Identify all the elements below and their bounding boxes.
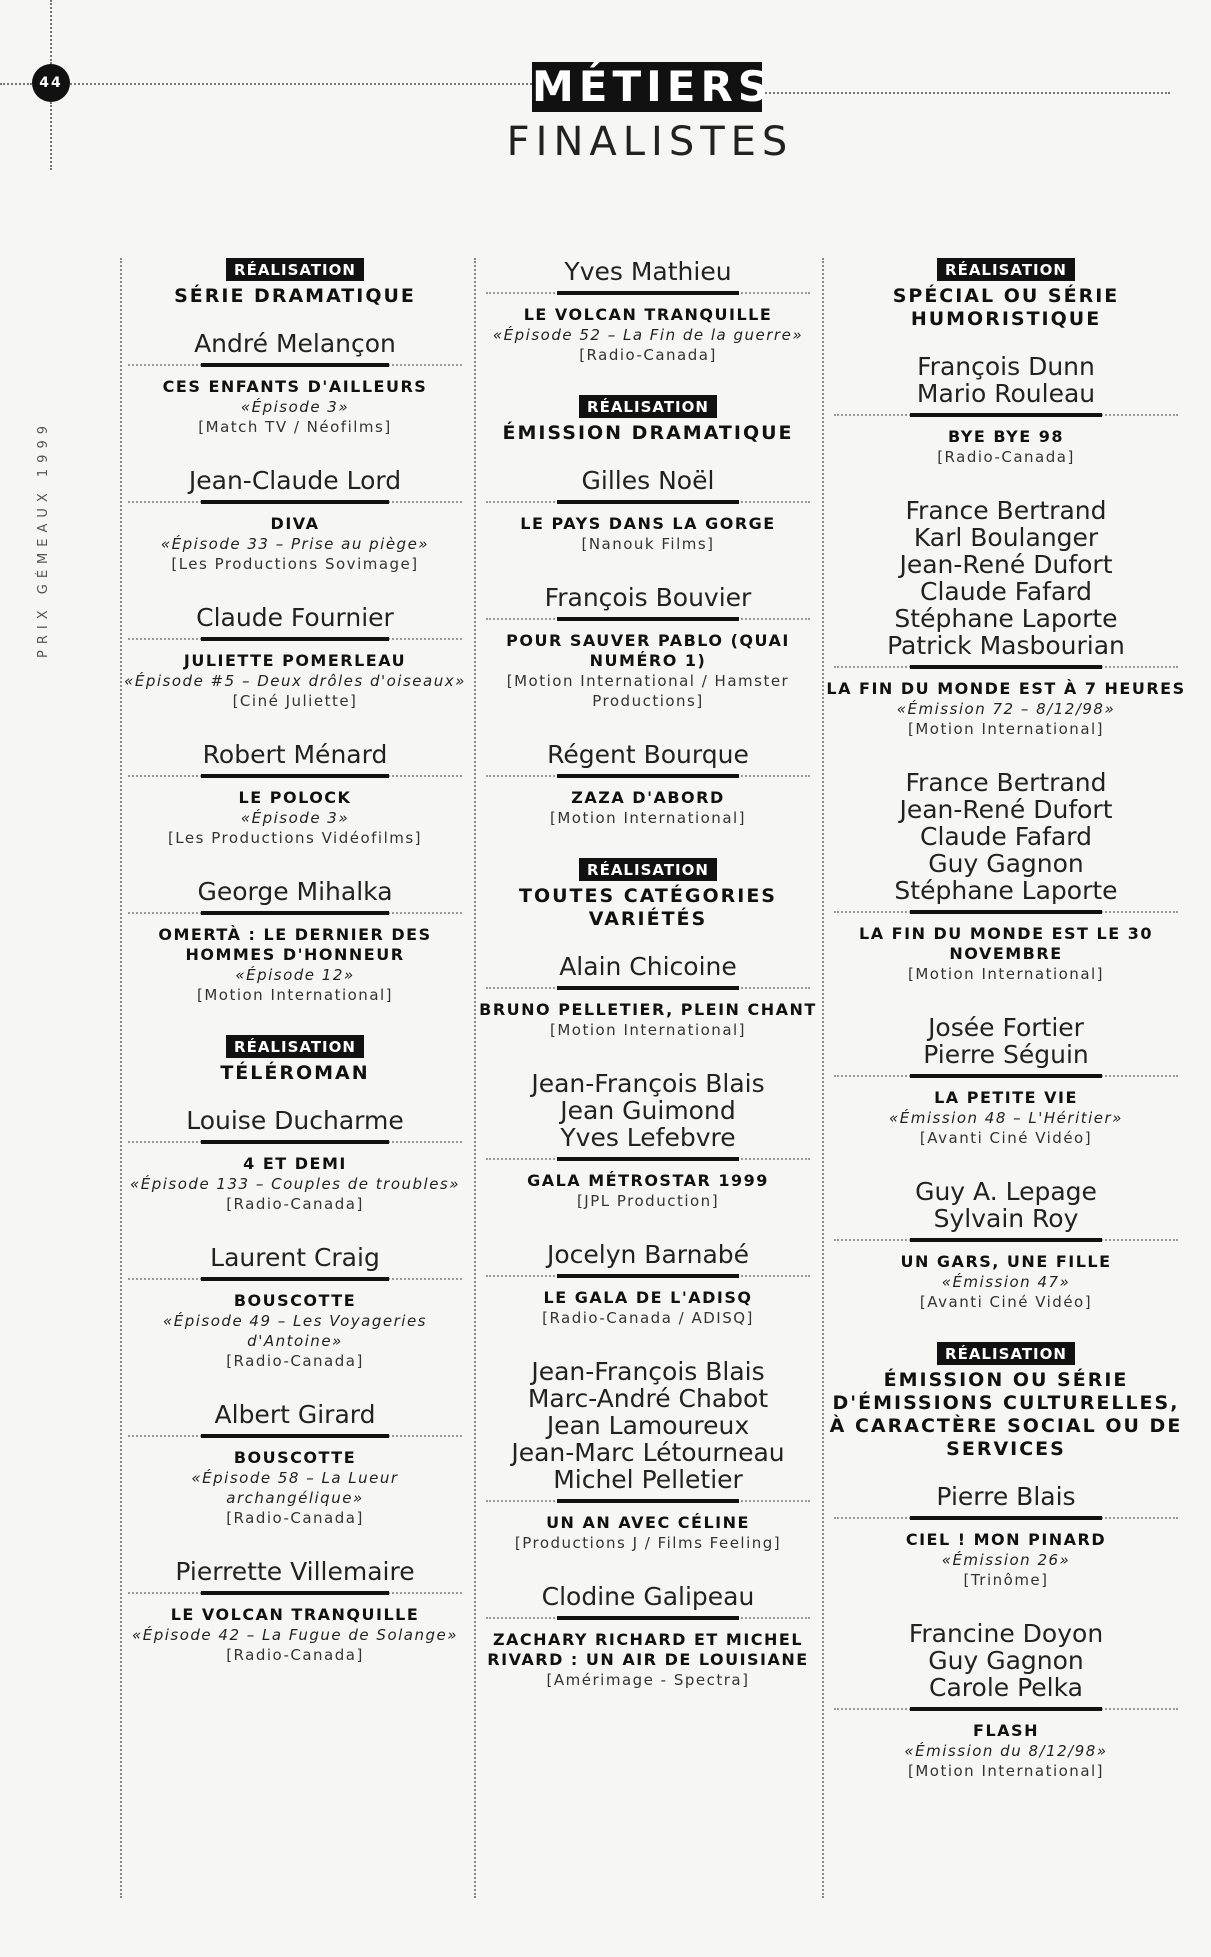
producer: [Radio-Canada] xyxy=(226,1509,364,1527)
show-title: LE VOLCAN TRANQUILLE xyxy=(170,1605,420,1624)
entry-divider xyxy=(128,774,462,778)
episode-title: «Émission 48 – L'Héritier» xyxy=(889,1109,1123,1127)
entry-divider xyxy=(128,363,462,367)
producer: [Motion International] xyxy=(549,1021,747,1039)
finalist-entry xyxy=(120,878,470,1005)
entry-divider xyxy=(834,665,1178,669)
finalist-names: Robert Ménard xyxy=(202,740,388,769)
finalist-entry xyxy=(120,741,470,848)
show-title: LE POLOCK xyxy=(238,788,352,807)
entry-divider xyxy=(128,911,462,915)
finalist-entry xyxy=(120,604,470,711)
finalist-entry xyxy=(826,769,1186,984)
entry-divider xyxy=(834,910,1178,914)
finalist-names: Jean-François Blais Jean Guimond Yves Lefebvre xyxy=(531,1069,765,1152)
dotted-rule-left xyxy=(0,83,32,85)
producer: [Motion International] xyxy=(549,809,747,827)
show-title: LA FIN DU MONDE EST À 7 HEURES xyxy=(826,679,1186,698)
producer: [Les Productions Sovimage] xyxy=(171,555,419,573)
producer: [Avanti Ciné Vidéo] xyxy=(919,1293,1093,1311)
producer: [Trinôme] xyxy=(963,1571,1049,1589)
page-number: 44 xyxy=(32,64,70,102)
category-title: ÉMISSION OU SÉRIE D'ÉMISSIONS CULTURELLES, À CARACTÈRE SOCIAL OU DE SERVICES xyxy=(829,1369,1183,1460)
show-title: GALA MÉTROSTAR 1999 xyxy=(527,1171,769,1190)
finalist-entry xyxy=(826,1620,1186,1781)
finalist-entry xyxy=(826,1483,1186,1590)
episode-title: «Épisode 133 – Couples de troubles» xyxy=(130,1175,460,1193)
entry-divider xyxy=(128,637,462,641)
finalist-entry xyxy=(478,584,818,711)
entry-divider xyxy=(486,500,810,504)
entry-divider xyxy=(128,1277,462,1281)
producer: [Motion International] xyxy=(907,1762,1105,1780)
episode-title: «Émission du 8/12/98» xyxy=(904,1742,1108,1760)
finalist-names: François Dunn Mario Rouleau xyxy=(916,352,1096,408)
page-title: MÉTIERS xyxy=(532,62,774,111)
category-badge: RÉALISATION xyxy=(226,1035,364,1058)
episode-title: «Épisode 42 – La Fugue de Solange» xyxy=(131,1626,459,1644)
column-separator xyxy=(822,258,824,1898)
side-running-title: PRIX GÉMEAUX 1999 xyxy=(36,420,51,658)
entry-divider xyxy=(834,1516,1178,1520)
producer: [Radio-Canada] xyxy=(226,1352,364,1370)
finalist-names: Yves Mathieu xyxy=(564,257,732,286)
entry-divider xyxy=(128,1591,462,1595)
entry-divider xyxy=(486,1157,810,1161)
finalist-entry xyxy=(120,1244,470,1371)
column-2 xyxy=(478,258,818,1720)
finalist-entry xyxy=(478,741,818,828)
finalist-names: Guy A. Lepage Sylvain Roy xyxy=(915,1177,1097,1233)
show-title: UN GARS, UNE FILLE xyxy=(900,1252,1112,1271)
category-title: TOUTES CATÉGORIES VARIÉTÉS xyxy=(518,885,777,930)
finalist-entry xyxy=(120,467,470,574)
finalist-names: Claude Fournier xyxy=(196,603,394,632)
show-title: BRUNO PELLETIER, PLEIN CHANT xyxy=(479,1000,817,1019)
finalist-names: Francine Doyon Guy Gagnon Carole Pelka xyxy=(908,1619,1104,1702)
finalist-names: Pierrette Villemaire xyxy=(175,1557,415,1586)
producer: [Nanouk Films] xyxy=(581,535,715,553)
finalist-names: France Bertrand Jean-René Dufort Claude Fafard Guy Gagnon Stéphane Laporte xyxy=(894,768,1118,905)
episode-title: «Épisode 3» xyxy=(240,809,350,827)
dotted-rule-right xyxy=(762,92,1170,94)
finalist-names: George Mihalka xyxy=(197,877,393,906)
finalist-names: Albert Girard xyxy=(214,1400,376,1429)
finalist-entry xyxy=(120,1558,470,1665)
entry-divider xyxy=(834,1074,1178,1078)
finalist-entry xyxy=(478,467,818,554)
episode-title: «Épisode 52 – La Fin de la guerre» xyxy=(492,326,804,344)
episode-title: «Épisode #5 – Deux drôles d'oiseaux» xyxy=(124,672,466,690)
finalist-names: Alain Chicoine xyxy=(559,952,737,981)
producer: [Radio-Canada] xyxy=(226,1195,364,1213)
dotted-rule-vertical-top xyxy=(50,0,52,64)
producer: [Ciné Juliette] xyxy=(232,692,358,710)
category-badge: RÉALISATION xyxy=(226,258,364,281)
finalist-names: Clodine Galipeau xyxy=(541,1582,755,1611)
producer: [Radio-Canada] xyxy=(579,346,717,364)
finalist-names: Jean-Claude Lord xyxy=(188,466,402,495)
producer: [Radio-Canada / ADISQ] xyxy=(542,1309,754,1327)
show-title: LE GALA DE L'ADISQ xyxy=(543,1288,753,1307)
episode-title: «Émission 47» xyxy=(941,1273,1071,1291)
show-title: CES ENFANTS D'AILLEURS xyxy=(162,377,428,396)
finalist-entry xyxy=(826,1014,1186,1148)
category-title: SÉRIE DRAMATIQUE xyxy=(174,285,416,307)
show-title: BYE BYE 98 xyxy=(947,427,1065,446)
category-badge: RÉALISATION xyxy=(937,258,1075,281)
finalist-entry xyxy=(478,1241,818,1328)
column-3 xyxy=(826,258,1186,1811)
category-section xyxy=(120,1035,470,1665)
finalist-names: Jocelyn Barnabé xyxy=(546,1240,750,1269)
producer: [Match TV / Néofilms] xyxy=(198,418,392,436)
show-title: LA FIN DU MONDE EST LE 30 NOVEMBRE xyxy=(859,924,1153,963)
finalist-entry xyxy=(478,1358,818,1553)
finalist-names: Laurent Craig xyxy=(210,1243,380,1272)
entry-divider xyxy=(486,617,810,621)
finalist-names: André Melançon xyxy=(194,329,396,358)
category-section xyxy=(826,1342,1186,1781)
producer: [Radio-Canada] xyxy=(226,1646,364,1664)
show-title: CIEL ! MON PINARD xyxy=(905,1530,1107,1549)
show-title: BOUSCOTTE xyxy=(233,1448,357,1467)
entry-divider xyxy=(486,291,810,295)
finalist-entry xyxy=(478,258,818,365)
finalist-names: Jean-François Blais Marc-André Chabot Jean Lamoureux Jean-Marc Létourneau Michel Pelletier xyxy=(511,1357,785,1494)
producer: [Radio-Canada] xyxy=(937,448,1075,466)
column-separator xyxy=(474,258,476,1898)
producer: [Les Productions Vidéofilms] xyxy=(167,829,423,847)
finalist-entry xyxy=(120,330,470,437)
dotted-rule-vertical-bottom xyxy=(50,102,52,170)
show-title: OMERTÀ : LE DERNIER DES HOMMES D'HONNEUR xyxy=(158,925,432,964)
finalist-entry xyxy=(826,1178,1186,1312)
show-title: DIVA xyxy=(270,514,320,533)
category-section xyxy=(120,258,470,1005)
entry-divider xyxy=(486,1616,810,1620)
producer: [Amérimage - Spectra] xyxy=(546,1671,750,1689)
category-section xyxy=(478,258,818,365)
show-title: ZACHARY RICHARD ET MICHEL RIVARD : UN AIR DE LOUISIANE xyxy=(487,1630,809,1669)
finalist-names: Gilles Noël xyxy=(581,466,715,495)
show-title: JULIETTE POMERLEAU xyxy=(183,651,407,670)
producer: [Motion International] xyxy=(907,965,1105,983)
episode-title: «Émission 72 – 8/12/98» xyxy=(896,700,1116,718)
category-badge: RÉALISATION xyxy=(579,395,717,418)
show-title: FLASH xyxy=(973,1721,1039,1740)
finalist-names: Louise Ducharme xyxy=(186,1106,404,1135)
category-badge: RÉALISATION xyxy=(937,1342,1075,1365)
finalist-entry xyxy=(826,497,1186,739)
episode-title: «Épisode 49 – Les Voyageries d'Antoine» xyxy=(163,1312,427,1350)
finalist-names: Régent Bourque xyxy=(547,740,749,769)
column-1 xyxy=(120,258,470,1695)
category-section xyxy=(826,258,1186,1312)
episode-title: «Épisode 3» xyxy=(240,398,350,416)
entry-divider xyxy=(128,1140,462,1144)
show-title: LA PETITE VIE xyxy=(934,1088,1078,1107)
show-title: ZAZA D'ABORD xyxy=(571,788,725,807)
dotted-rule-middle xyxy=(70,83,532,85)
entry-divider xyxy=(128,500,462,504)
entry-divider xyxy=(486,1274,810,1278)
page-subtitle: FINALISTES xyxy=(506,119,794,165)
producer: [JPL Production] xyxy=(576,1192,720,1210)
finalist-names: Josée Fortier Pierre Séguin xyxy=(923,1013,1089,1069)
show-title: BOUSCOTTE xyxy=(233,1291,357,1310)
category-title: ÉMISSION DRAMATIQUE xyxy=(502,422,794,444)
category-section xyxy=(478,858,818,1690)
category-badge: RÉALISATION xyxy=(579,858,717,881)
episode-title: «Épisode 33 – Prise au piège» xyxy=(160,535,430,553)
finalist-names: Pierre Blais xyxy=(936,1482,1076,1511)
show-title: 4 ET DEMI xyxy=(243,1154,347,1173)
finalist-entry xyxy=(478,953,818,1040)
entry-divider xyxy=(834,1238,1178,1242)
episode-title: «Émission 26» xyxy=(941,1551,1071,1569)
producer: [Motion International] xyxy=(907,720,1105,738)
entry-divider xyxy=(486,1499,810,1503)
show-title: POUR SAUVER PABLO (QUAI NUMÉRO 1) xyxy=(506,631,790,670)
episode-title: «Épisode 58 – La Lueur archangélique» xyxy=(191,1469,399,1507)
producer: [Productions J / Films Feeling] xyxy=(514,1534,782,1552)
category-section xyxy=(478,395,818,828)
producer: [Motion International] xyxy=(196,986,394,1004)
finalist-names: France Bertrand Karl Boulanger Jean-René Dufort Claude Fafard Stéphane Laporte Patrick Masbourian xyxy=(887,496,1125,660)
finalist-entry xyxy=(826,353,1186,467)
entry-divider xyxy=(834,1707,1178,1711)
category-title: SPÉCIAL OU SÉRIE HUMORISTIQUE xyxy=(892,285,1120,330)
finalist-entry xyxy=(478,1583,818,1690)
entry-divider xyxy=(486,774,810,778)
show-title: LE VOLCAN TRANQUILLE xyxy=(523,305,773,324)
entry-divider xyxy=(486,986,810,990)
producer: [Motion International / Hamster Productions] xyxy=(506,672,790,710)
episode-title: «Épisode 12» xyxy=(235,966,355,984)
producer: [Avanti Ciné Vidéo] xyxy=(919,1129,1093,1147)
category-title: TÉLÉROMAN xyxy=(220,1062,370,1084)
finalist-entry xyxy=(478,1070,818,1211)
entry-divider xyxy=(128,1434,462,1438)
entry-divider xyxy=(834,413,1178,417)
finalist-entry xyxy=(120,1401,470,1528)
show-title: LE PAYS DANS LA GORGE xyxy=(520,514,776,533)
finalist-names: François Bouvier xyxy=(544,583,752,612)
show-title: UN AN AVEC CÉLINE xyxy=(546,1513,750,1532)
finalist-entry xyxy=(120,1107,470,1214)
